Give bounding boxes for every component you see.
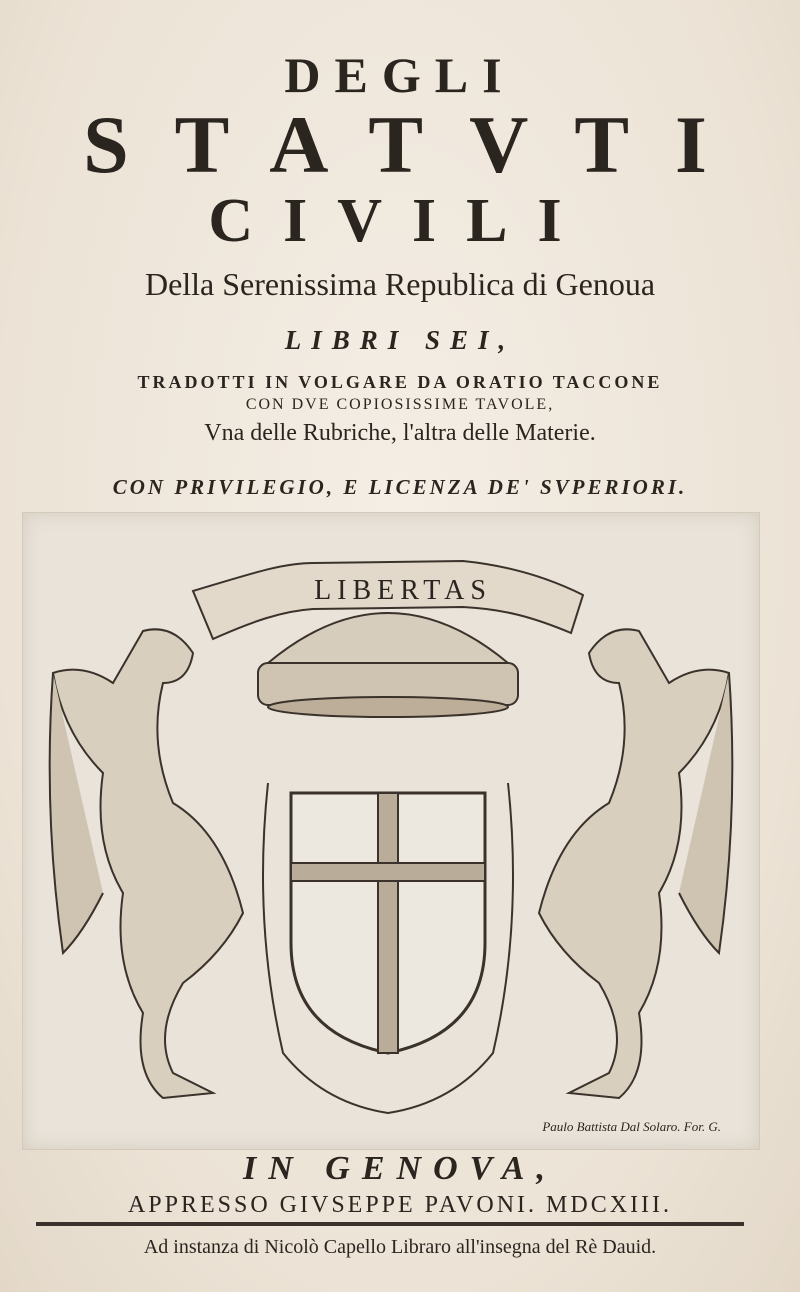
title-line-degli: DEGLI <box>284 47 516 103</box>
tables-line: CON DVE COPIOSISSIME TAVOLE, <box>245 396 555 413</box>
subtitle: Della Serenissima Republica di Genoua <box>144 266 656 302</box>
title-line-civili: CIVILI <box>208 187 592 255</box>
engraver-signature: Paulo Battista Dal Solaro. For. G. <box>542 1119 721 1134</box>
motto-libertas: LIBERTAS <box>314 575 492 606</box>
rubrics-line: Vna delle Rubriche, l'altra delle Materie. <box>204 420 596 446</box>
translator-line: TRADOTTI IN VOLGARE DA ORATIO TACCONE <box>137 372 663 392</box>
privilege-line: CON PRIVILEGIO, E LICENZA DE' SVPERIORI. <box>112 475 688 499</box>
engraving-plate <box>22 512 760 1150</box>
title-line-statuti: STATVTI <box>83 99 753 190</box>
divider-rule <box>36 1222 744 1226</box>
books-count: LIBRI SEI, <box>284 325 516 355</box>
coat-of-arms-illustration <box>23 513 759 1149</box>
imprint-place: IN GENOVA, <box>243 1150 557 1187</box>
imprint-bookseller: Ad instanza di Nicolò Capello Libraro all'insegna del Rè Dauid. <box>143 1236 657 1258</box>
imprint-printer: APPRESSO GIVSEPPE PAVONI. MDCXIII. <box>127 1192 673 1218</box>
